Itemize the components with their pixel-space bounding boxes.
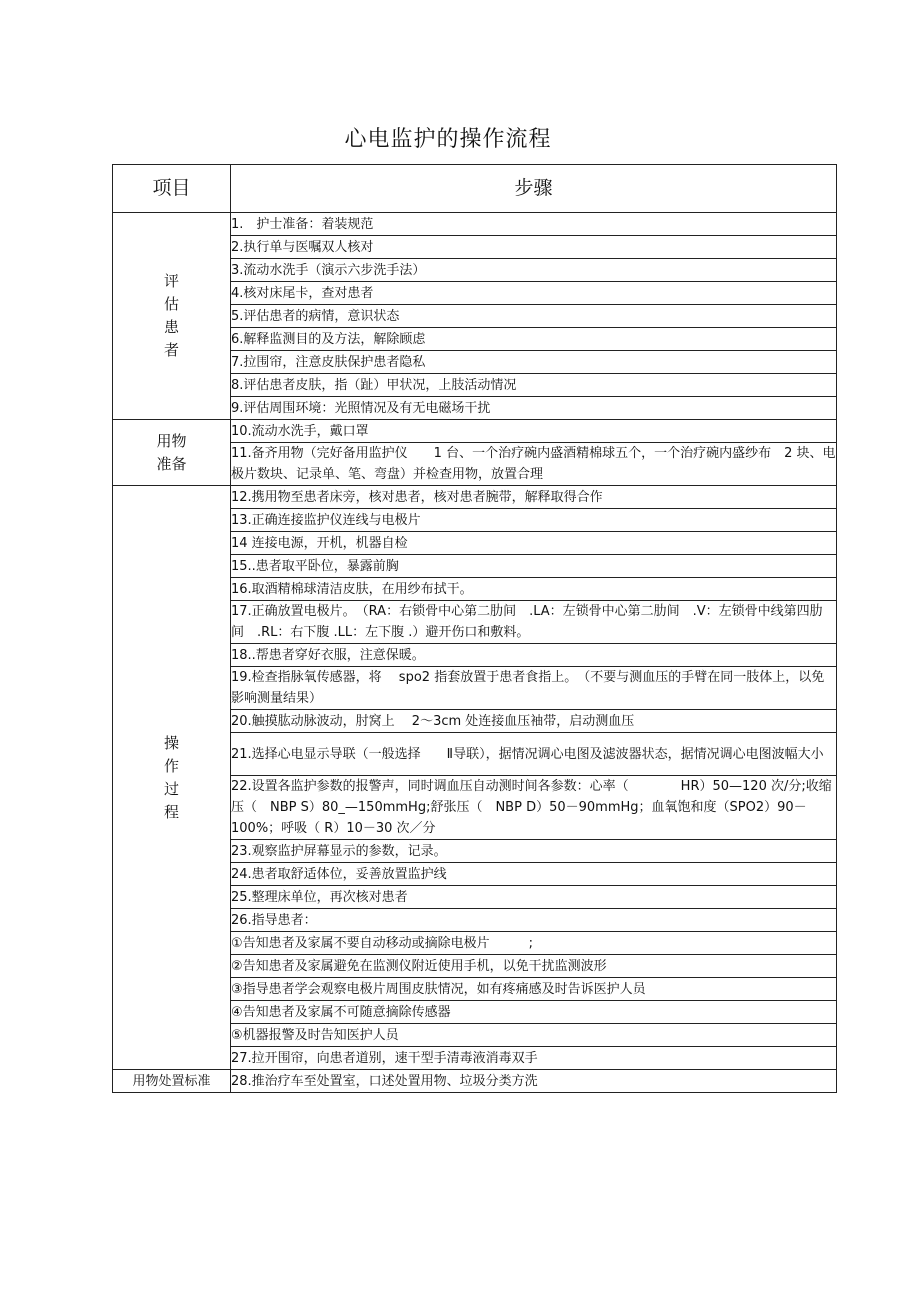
step-23: 23.观察监护屏幕显示的参数，记录。 xyxy=(231,840,837,863)
category-operation-process: 操作过程 xyxy=(113,486,231,1070)
step-26: 26.指导患者： xyxy=(231,909,837,932)
category-disposal-standard: 用物处置标准 xyxy=(113,1070,231,1093)
step-1: 1. 护士准备：着装规范 xyxy=(231,213,837,236)
step-24: 24.患者取舒适体位，妥善放置监护线 xyxy=(231,863,837,886)
step-11: 11.备齐用物（完好备用监护仪 1 台、一个治疗碗内盛酒精棉球五个，一个治疗碗内盛纱布 2 块、电极片数块、记录单、笔、弯盘）并检查用物，放置合理 xyxy=(231,443,837,486)
table-row xyxy=(113,420,837,443)
step-5: 5.评估患者的病情，意识状态 xyxy=(231,305,837,328)
step-12: 12.携用物至患者床旁，核对患者，核对患者腕带，解释取得合作 xyxy=(231,486,837,509)
step-27: 27.拉开围帘，向患者道别，速干型手清毒液消毒双手 xyxy=(231,1047,837,1070)
step-7: 7.拉围帘，注意皮肤保护患者隐私 xyxy=(231,351,837,374)
step-3: 3.流动水洗手（演示六步洗手法） xyxy=(231,259,837,282)
table-row xyxy=(113,1070,837,1093)
step-17: 17.正确放置电极片。 （RA：右锁骨中心第二肋间 .LA：左锁骨中心第二肋间 .V：左锁骨中线第四肋间 .RL：右下腹 .LL：左下腹 .）避开伤口和敷料。 xyxy=(231,601,837,644)
step-26-sub-1: ①告知患者及家属不要自动移动或摘除电极片 ; xyxy=(231,932,837,955)
step-26-sub-4: ④告知患者及家属不可随意摘除传感器 xyxy=(231,1001,837,1024)
step-28: 28.推治疗车至处置室，口述处置用物、垃圾分类方洗 xyxy=(231,1070,837,1093)
table-row xyxy=(113,213,837,236)
category-assess-patient: 评估患者 xyxy=(113,213,231,420)
step-18: 18..帮患者穿好衣服，注意保暖。 xyxy=(231,644,837,667)
table-row xyxy=(113,486,837,509)
procedure-table xyxy=(112,164,837,1093)
header-item: 项目 xyxy=(113,165,231,213)
step-2: 2.执行单与医嘱双人核对 xyxy=(231,236,837,259)
step-26-sub-5: ⑤机器报警及时告知医护人员 xyxy=(231,1024,837,1047)
step-21: 21.选择心电显示导联（一般选择 Ⅱ导联），据情况调心电图及滤波器状态，据情况调心电图波幅大小 xyxy=(231,733,837,776)
table-header-row xyxy=(113,165,837,213)
step-19: 19.检查指脉氧传感器，将 spo2 指套放置于患者食指上。 （不要与测血压的手臂在同一肢体上，以免影响测量结果） xyxy=(231,667,837,710)
step-16: 16.取酒精棉球清洁皮肤，在用纱布拭干。 xyxy=(231,578,837,601)
step-20: 20.触摸肱动脉波动，肘窝上 2～3cm 处连接血压袖带，启动测血压 xyxy=(231,710,837,733)
step-4: 4.核对床尾卡，查对患者 xyxy=(231,282,837,305)
step-6: 6.解释监测目的及方法，解除顾虑 xyxy=(231,328,837,351)
step-9: 9.评估周围环境：光照情况及有无电磁场干扰 xyxy=(231,397,837,420)
step-26-sub-3: ③指导患者学会观察电极片周围皮肤情况，如有疼痛感及时告诉医护人员 xyxy=(231,978,837,1001)
step-15: 15..患者取平卧位，暴露前胸 xyxy=(231,555,837,578)
step-10: 10.流动水洗手，戴口罩 xyxy=(231,420,837,443)
step-26-sub-2: ②告知患者及家属避免在监测仪附近使用手机，以免干扰监测波形 xyxy=(231,955,837,978)
step-13: 13.正确连接监护仪连线与电极片 xyxy=(231,509,837,532)
header-steps: 步骤 xyxy=(231,165,837,213)
step-22: 22.设置各监护参数的报警声，同时调血压自动测时间各参数：心率（ HR）50—120 次/分;收缩压（ NBP S）80_—150mmHg;舒张压（ NBP D）50－90mmHg；血氧饱和度（SPO2）90－100%；呼吸（ R）10－30 次／分 xyxy=(231,776,837,840)
step-25: 25.整理床单位，再次核对患者 xyxy=(231,886,837,909)
category-supplies-prep: 用物准备 xyxy=(113,420,231,486)
step-8: 8.评估患者皮肤，指（趾）甲状况，上肢活动情况 xyxy=(231,374,837,397)
document-title: 心电监护的操作流程 xyxy=(344,127,552,152)
step-14: 14 连接电源，开机，机器自检 xyxy=(231,532,837,555)
